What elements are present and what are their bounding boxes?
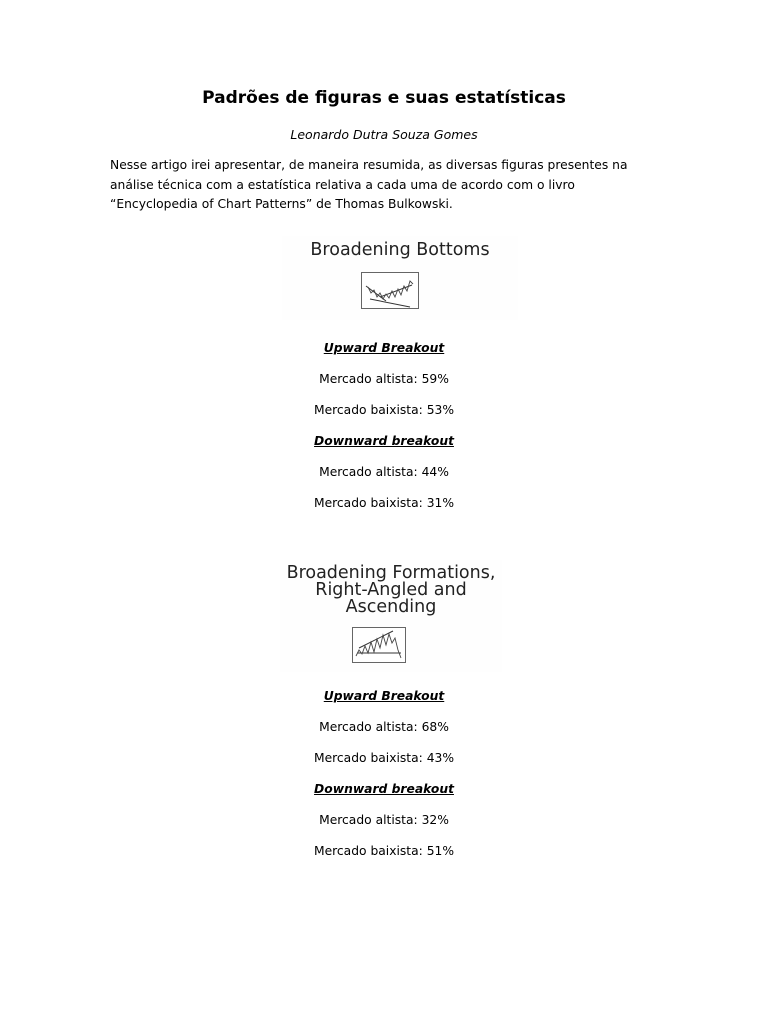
broadening-bottoms-figure: [282, 236, 518, 320]
figure-caption-line-3: Ascending: [345, 597, 437, 617]
pattern-thumbnail: [352, 627, 406, 663]
downward-bear-market-stat: Mercado baixista: 51%: [313, 844, 455, 858]
downward-breakout-heading: Downward breakout: [314, 782, 454, 796]
page-title: Padrões de figuras e suas estatísticas: [202, 88, 566, 108]
upward-breakout-heading: Upward Breakout: [323, 341, 445, 355]
figure-caption-line-2: Right-Angled and: [315, 580, 467, 600]
intro-paragraph: Nesse artigo irei apresentar, de maneira resumida, as diversas figuras presentes na análise técnica com a estatística relativa a cada uma de acordo com o livro “Encyclopedia of Chart Patterns” de Thomas Bulkowski.: [110, 158, 628, 211]
upward-bull-market-stat: Mercado altista: 59%: [319, 372, 449, 386]
upward-bull-market-stat: Mercado altista: 68%: [319, 720, 449, 734]
upward-breakout-heading: Upward Breakout: [323, 689, 445, 703]
chart-pattern-icon: [353, 628, 405, 662]
author-name: Leonardo Dutra Souza Gomes: [290, 127, 478, 142]
chart-pattern-icon: [362, 273, 418, 308]
figure-caption-line-1: Broadening Formations,: [286, 563, 496, 583]
pattern-thumbnail: [361, 272, 419, 309]
broadening-formations-figure: [280, 560, 502, 672]
figure-caption: Broadening Bottoms: [310, 240, 490, 260]
downward-breakout-heading: Downward breakout: [314, 434, 454, 448]
downward-bull-market-stat: Mercado altista: 44%: [319, 465, 449, 479]
downward-bull-market-stat: Mercado altista: 32%: [319, 813, 449, 827]
upward-bear-market-stat: Mercado baixista: 53%: [313, 403, 455, 417]
downward-bear-market-stat: Mercado baixista: 31%: [313, 496, 455, 510]
upward-bear-market-stat: Mercado baixista: 43%: [313, 751, 455, 765]
